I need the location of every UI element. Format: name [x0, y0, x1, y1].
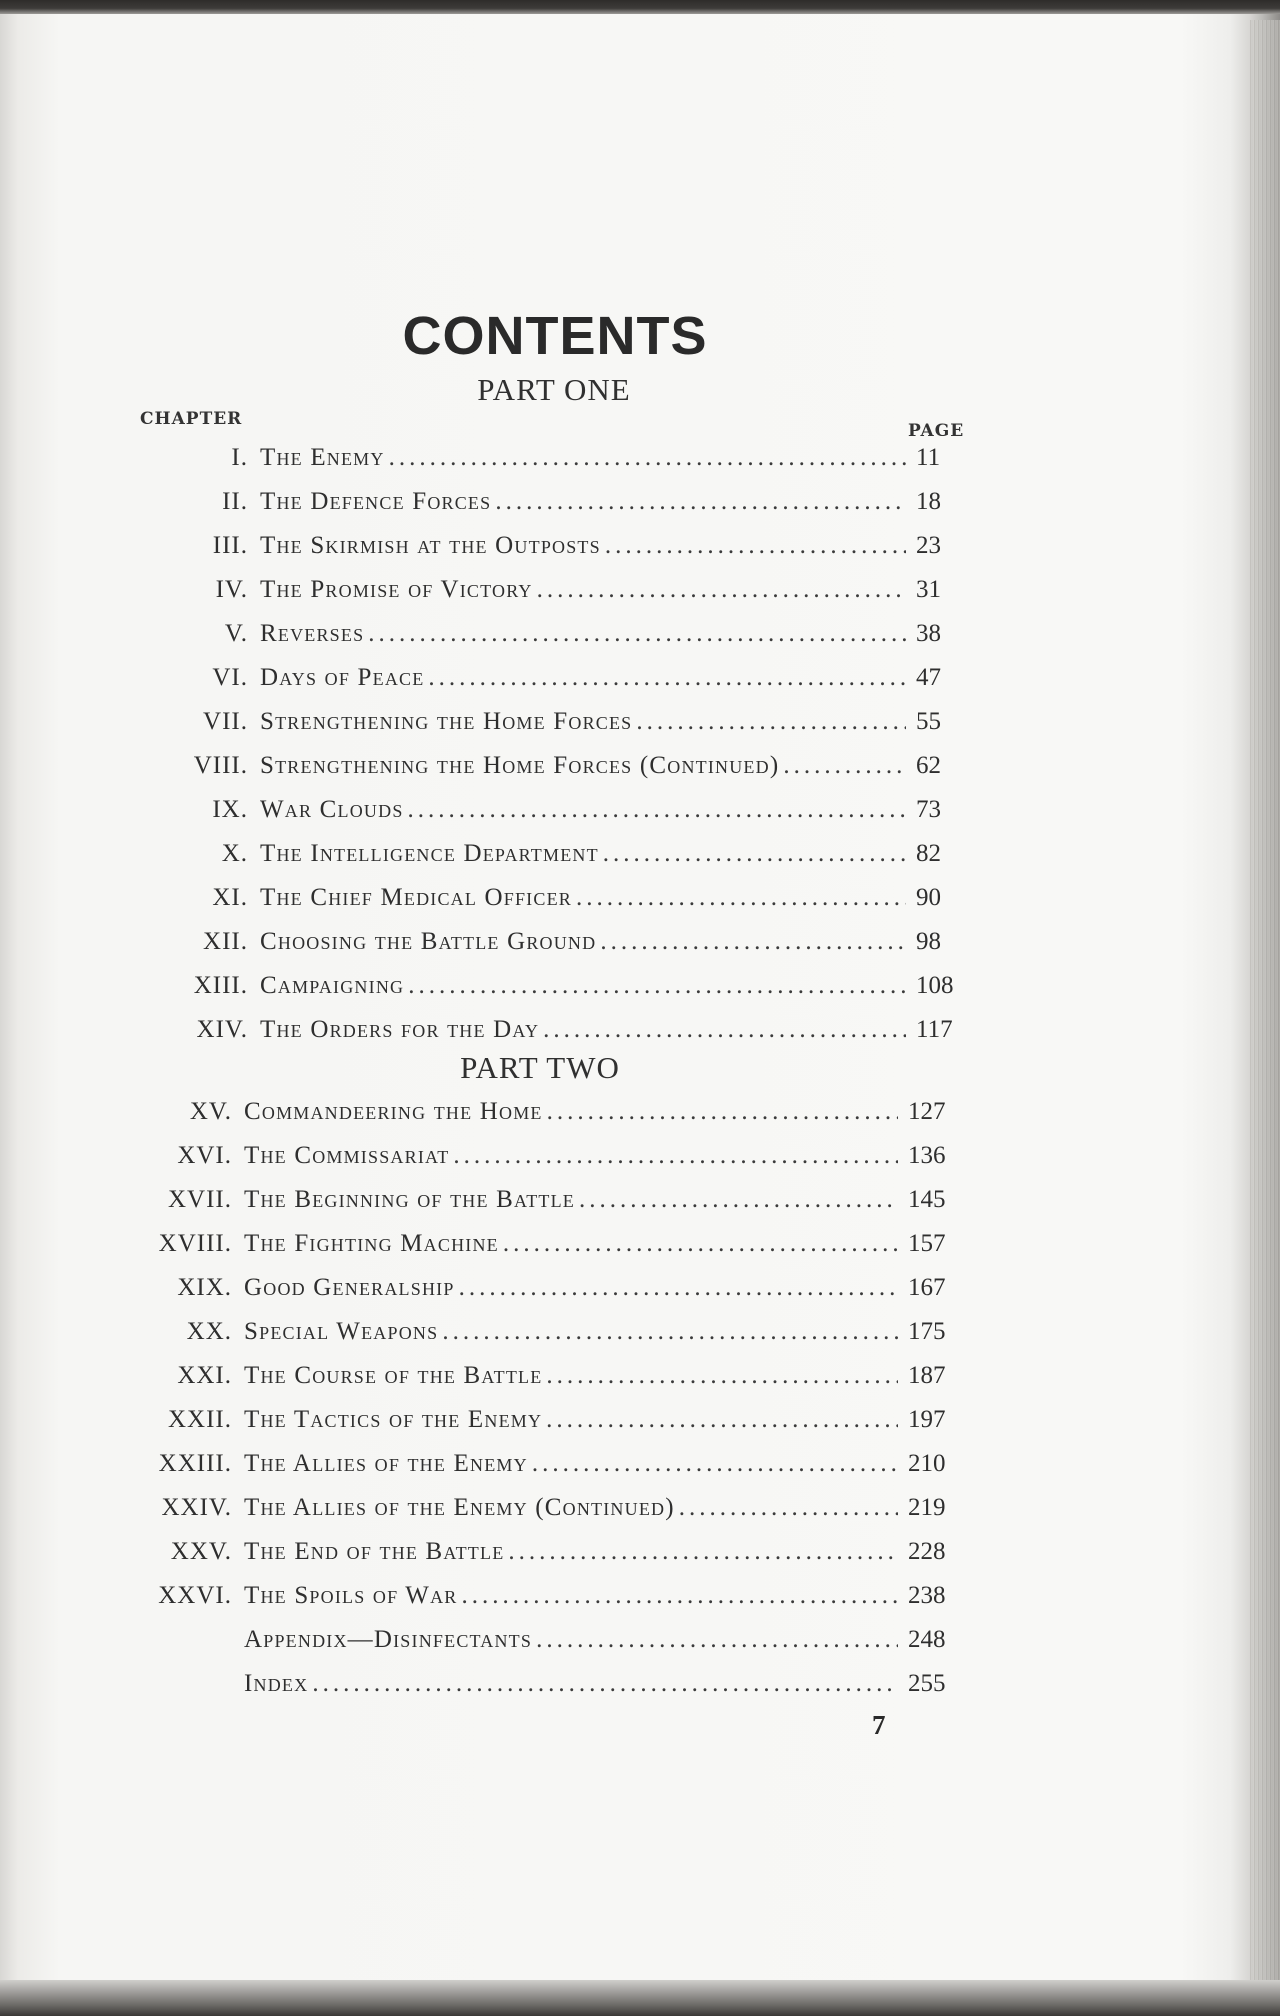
chapter-number: XX.: [186, 1318, 232, 1345]
toc-entry: [148, 528, 960, 564]
dot-leader: [368, 616, 906, 652]
page-ref: 11: [916, 444, 941, 471]
chapter-title: The Course of the Battle: [244, 1362, 543, 1389]
chapter-number: XII.: [203, 928, 248, 955]
page-ref: 136: [908, 1142, 946, 1169]
toc-entry: [148, 484, 960, 520]
toc-entry: [148, 836, 960, 872]
toc-entry: [132, 1314, 952, 1350]
chapter-number: XVI.: [177, 1142, 232, 1169]
page-title: CONTENTS: [402, 306, 708, 366]
page-ref: 255: [908, 1670, 946, 1697]
dot-leader: [495, 484, 906, 520]
chapter-title: The End of the Battle: [244, 1538, 505, 1565]
toc-entry: [148, 924, 960, 960]
page-ref: 55: [916, 708, 941, 735]
dot-leader: [600, 924, 906, 960]
chapter-title: The Allies of the Enemy (Continued): [244, 1494, 675, 1521]
page-ref: 31: [916, 576, 941, 603]
toc-entry: [132, 1358, 952, 1394]
dot-leader: [453, 1138, 898, 1174]
chapter-title: Special Weapons: [244, 1318, 439, 1345]
chapter-number: XXVI.: [158, 1582, 232, 1609]
page-ref: 90: [916, 884, 941, 911]
dot-leader: [428, 660, 906, 696]
dot-leader: [312, 1666, 898, 1702]
toc-entry: [132, 1622, 952, 1658]
toc-entry: [148, 968, 960, 1004]
toc-entry: [132, 1534, 952, 1570]
chapter-number: IX.: [212, 796, 248, 823]
chapter-title: The Skirmish at the Outposts: [260, 532, 601, 559]
page-ref: 127: [908, 1098, 946, 1125]
page-ref: 23: [916, 532, 941, 559]
chapter-number: XV.: [189, 1098, 232, 1125]
chapter-title: The Orders for the Day: [260, 1016, 540, 1043]
page-edge: [1250, 20, 1280, 1980]
dot-leader: [543, 1012, 906, 1048]
chapter-title: The Tactics of the Enemy: [244, 1406, 543, 1433]
toc-entry: [148, 572, 960, 608]
page-ref: 238: [908, 1582, 946, 1609]
toc-entry: [132, 1094, 952, 1130]
dot-leader: [546, 1358, 898, 1394]
chapter-title: The Intelligence Department: [260, 840, 599, 867]
dot-leader: [536, 1622, 898, 1658]
toc-entry: [132, 1402, 952, 1438]
toc-entry: [148, 748, 960, 784]
chapter-title: Campaigning: [260, 972, 405, 999]
toc-entry: [148, 616, 960, 652]
chapter-title: Strengthening the Home Forces: [260, 708, 633, 735]
page-column-header: PAGE: [908, 421, 965, 441]
page-number: 7: [872, 1710, 886, 1740]
chapter-title: Days of Peace: [260, 664, 425, 691]
chapter-number: II.: [222, 488, 248, 515]
dot-leader: [783, 748, 906, 784]
chapter-number: XXIV.: [161, 1494, 232, 1521]
chapter-number: XIV.: [196, 1016, 248, 1043]
toc-entry: [132, 1490, 952, 1526]
chapter-title: Good Generalship: [244, 1274, 455, 1301]
chapter-title: War Clouds: [260, 796, 404, 823]
toc-entry: [132, 1138, 952, 1174]
toc-entry: [148, 440, 960, 476]
chapter-number: VI.: [212, 664, 248, 691]
chapter-number: XIX.: [177, 1274, 232, 1301]
chapter-title: The Chief Medical Officer: [260, 884, 572, 911]
chapter-title: Appendix—Disinfectants: [244, 1626, 533, 1653]
chapter-number: XXIII.: [158, 1450, 232, 1477]
page-ref: 73: [916, 796, 941, 823]
chapter-number: VII.: [203, 708, 248, 735]
toc-entry: [148, 792, 960, 828]
chapter-title: The Promise of Victory: [260, 576, 533, 603]
chapter-number: XIII.: [193, 972, 248, 999]
chapter-title: The Spoils of War: [244, 1582, 458, 1609]
toc-entry: [132, 1270, 952, 1306]
page-ref: 38: [916, 620, 941, 647]
page-ref: 47: [916, 664, 941, 691]
dot-leader: [679, 1490, 898, 1526]
toc-entry: [132, 1578, 952, 1614]
page-ref: 197: [908, 1406, 946, 1433]
chapter-number: XVIII.: [158, 1230, 232, 1257]
chapter-title: Reverses: [260, 620, 365, 647]
page-ref: 18: [916, 488, 941, 515]
chapter-title: The Fighting Machine: [244, 1230, 499, 1257]
page-ref: 175: [908, 1318, 946, 1345]
toc-entry: [132, 1182, 952, 1218]
chapter-number: I.: [231, 444, 248, 471]
page-ref: 167: [908, 1274, 946, 1301]
dot-leader: [462, 1578, 899, 1614]
dot-leader: [389, 440, 906, 476]
dot-leader: [459, 1270, 898, 1306]
chapter-number: XVII.: [167, 1186, 232, 1213]
chapter-number: XI.: [212, 884, 248, 911]
dot-leader: [408, 792, 906, 828]
page-ref: 145: [908, 1186, 946, 1213]
part-one-heading: PART ONE: [477, 372, 631, 407]
page-ref: 108: [916, 972, 954, 999]
part-two-heading: PART TWO: [460, 1050, 620, 1085]
dot-leader: [603, 836, 906, 872]
dot-leader: [508, 1534, 898, 1570]
page-ref: 228: [908, 1538, 946, 1565]
dot-leader: [547, 1094, 898, 1130]
page-ref: 117: [916, 1016, 953, 1043]
dot-leader: [408, 968, 906, 1004]
chapter-number: X.: [221, 840, 248, 867]
page-ref: 248: [908, 1626, 946, 1653]
dot-leader: [442, 1314, 898, 1350]
toc-entry: [148, 704, 960, 740]
chapter-title: The Enemy: [260, 444, 385, 471]
page-ref: 157: [908, 1230, 946, 1257]
dot-leader: [532, 1446, 898, 1482]
toc-entry: [148, 880, 960, 916]
toc-entry: [132, 1226, 952, 1262]
toc-entry: [132, 1666, 952, 1702]
chapter-title: The Defence Forces: [260, 488, 492, 515]
dot-leader: [537, 572, 906, 608]
dot-leader: [546, 1402, 898, 1438]
dot-leader: [503, 1226, 898, 1262]
chapter-number: IV.: [215, 576, 248, 603]
toc-entry: [148, 660, 960, 696]
dot-leader: [576, 880, 906, 916]
chapter-number: III.: [212, 532, 248, 559]
toc-entry: [148, 1012, 960, 1048]
chapter-title: Choosing the Battle Ground: [260, 928, 597, 955]
page-ref: 187: [908, 1362, 946, 1389]
toc-entry: [132, 1446, 952, 1482]
page-ref: 82: [916, 840, 941, 867]
chapter-title: Commandeering the Home: [244, 1098, 543, 1125]
chapter-title: The Beginning of the Battle: [244, 1186, 575, 1213]
chapter-number: XXV.: [170, 1538, 232, 1565]
page-ref: 219: [908, 1494, 946, 1521]
chapter-number: XXII.: [167, 1406, 232, 1433]
chapter-number: VIII.: [193, 752, 248, 779]
dot-leader: [579, 1182, 898, 1218]
chapter-number: XXI.: [177, 1362, 232, 1389]
chapter-title: The Commissariat: [244, 1142, 450, 1169]
dot-leader: [636, 704, 906, 740]
chapter-title: Index: [244, 1670, 309, 1697]
chapter-column-header: CHAPTER: [140, 409, 243, 429]
page-ref: 98: [916, 928, 941, 955]
chapter-title: The Allies of the Enemy: [244, 1450, 528, 1477]
page-ref: 210: [908, 1450, 946, 1477]
chapter-number: V.: [224, 620, 248, 647]
dot-leader: [605, 528, 906, 564]
page-ref: 62: [916, 752, 941, 779]
chapter-title: Strengthening the Home Forces (Continued): [260, 752, 780, 779]
